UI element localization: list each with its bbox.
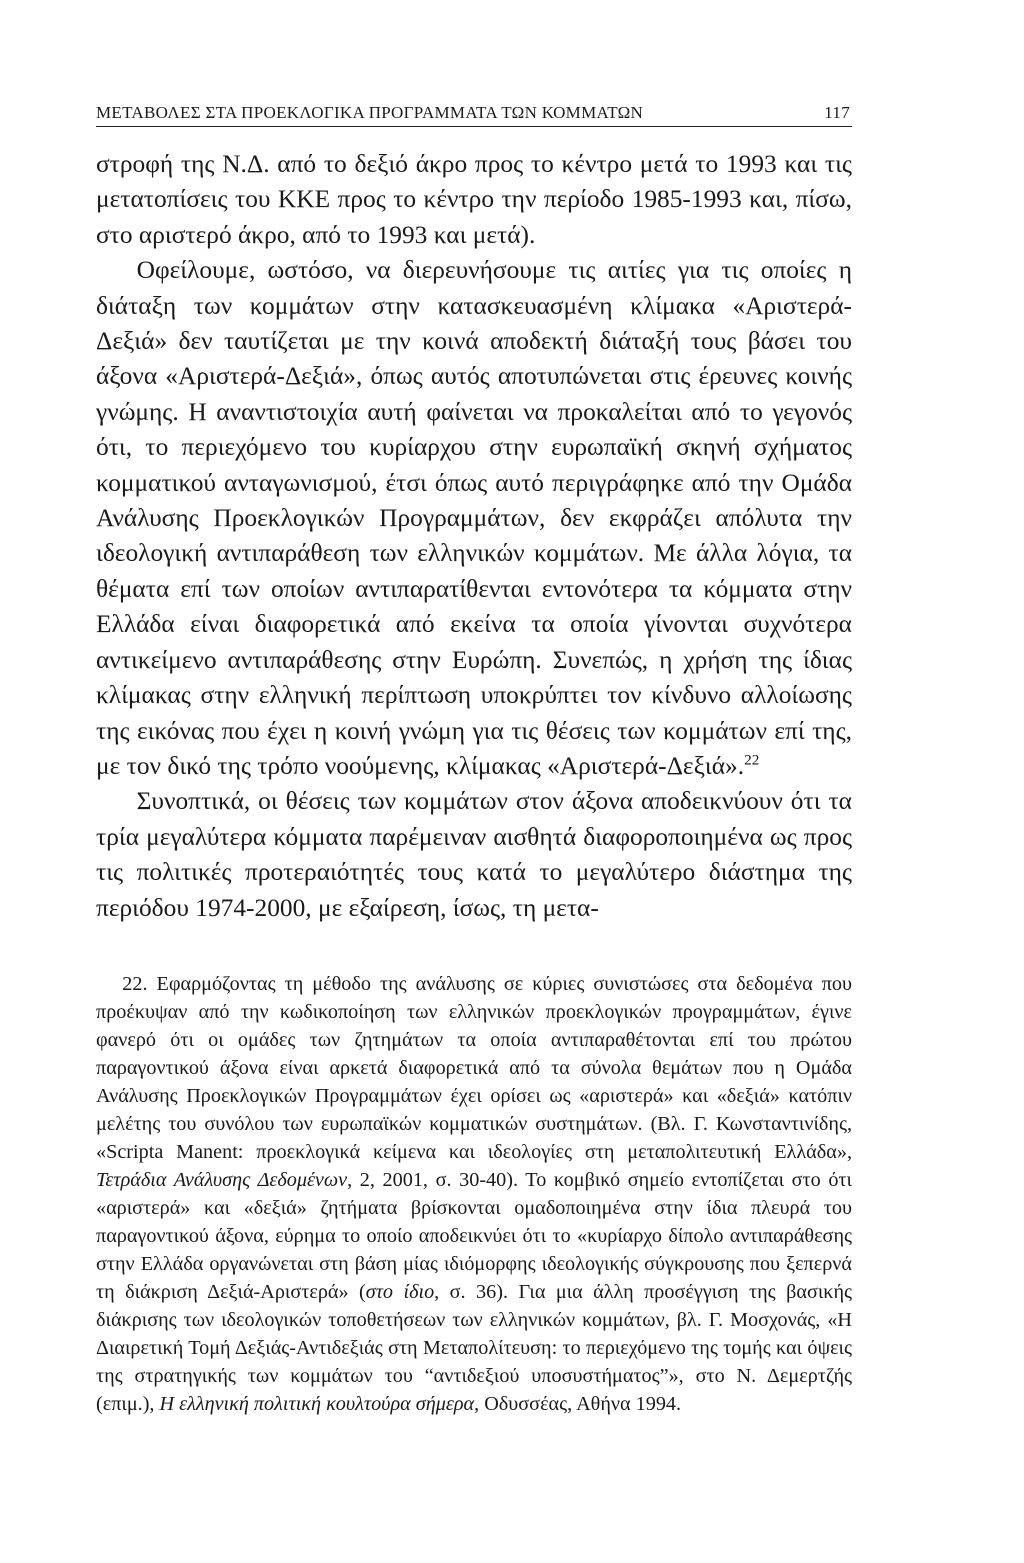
footnote-22: [96, 970, 852, 1418]
footnote-text-2: , 2, 2001, σ. 30-40). Το κομβικό σημείο εντοπίζεται στο ότι «αριστερά» και «δεξιά» ζητήματα βρίσκονται ομαδοποιημένα στην ίδια πλευρά του παραγοντικού άξονα, εύρημα το οποίο αποδεικνύει ότι το «κυρίαρχο δίπολο αντιπαράθεσης στην Ελλάδα οργανώνεται στη βάση μίας ιδιόμορφης ιδεολογικής σύγκρουσης που ξεπερνά τη διάκριση Δεξιά-Αριστερά» (: [96, 1168, 852, 1303]
paragraph-2-text: Οφείλουμε, ωστόσο, να διερευνήσουμε τις αιτίες για τις οποίες η διάταξη των κομμάτων στην κατασκευασμένη κλίμακα «Αριστερά-Δεξιά» δεν ταυτίζεται με την κοινά αποδεκτή διάταξή τους βάσει του άξονα «Αριστερά-Δεξιά», όπως αυτός αποτυπώνεται στις έρευνες κοινής γνώμης. Η αναντιστοιχία αυτή φαίνεται να προκαλείται από το γεγονός ότι, το περιεχόμενο του κυρίαρχου στην ευρωπαϊκή σκηνή σχήματος κομματικού ανταγωνισμού, έτσι όπως αυτό περιγράφηκε από την Ομάδα Ανάλυσης Προεκλογικών Προγραμμάτων, δεν εκφράζει απόλυτα την ιδεολογική αντιπαράθεση των ελληνικών κομμάτων. Με άλλα λόγια, τα θέματα επί των οποίων αντιπαρατίθενται εντονότερα τα κόμματα στην Ελλάδα είναι διαφορετικά από εκείνα τα οποία γίνονται συχνότερα αντικείμενο αντιπαράθεσης στην Ευρώπη. Συνεπώς, η χρήση της ίδιας κλίμακας στην ελληνική περίπτωση υποκρύπτει τον κίνδυνο αλλοίωσης της εικόνας που έχει η κοινή γνώμη για τις θέσεις των κομμάτων επί της, με τον δικό της τρόπο νοούμενης, κλίμακας «Αριστερά-Δεξιά».: [96, 256, 852, 780]
page-number: 117: [824, 103, 850, 122]
paragraph-1: [96, 147, 852, 253]
footnote-book-title: Η ελληνική πολιτική κουλτούρα σήμερα: [159, 1392, 475, 1415]
running-header-title: ΜΕΤΑΒΟΛΕΣ ΣΤΑ ΠΡΟΕΚΛΟΓΙΚΑ ΠΡΟΓΡΑΜΜΑΤΑ ΤΩΝ ΚΟΜΜΑΤΩΝ: [96, 103, 644, 122]
footnote-ibid: στο ίδιο: [365, 1280, 435, 1303]
footnote-journal-title: Τετράδια Ανάλυσης Δεδομένων: [96, 1168, 348, 1191]
main-text: [96, 147, 852, 926]
book-page: [96, 92, 852, 1418]
footnote-text-4: , Οδυσσέας, Αθήνα 1994.: [474, 1392, 682, 1415]
footnote-reference: 22: [744, 751, 760, 769]
running-header: [96, 92, 852, 127]
paragraph-3: [96, 784, 852, 926]
paragraph-2: [96, 253, 852, 784]
footnote-text-1: 22. Εφαρμόζοντας τη μέθοδο της ανάλυσης σε κύριες συνιστώσες στα δεδομένα που προέκυψαν από την κωδικοποίηση των ελληνικών προεκλογικών προγραμμάτων, έγινε φανερό ότι οι ομάδες των ζητημάτων τα οποία αντιπαραθέτονται επί του πρώτου παραγοντικού άξονα είναι αρκετά διαφορετικά από τα σύνολα θεμάτων που η Ομάδα Ανάλυσης Προεκλογικών Προγραμμάτων έχει ορίσει ως «αριστερά» και «δεξιά» κατόπιν μελέτης του συνόλου των ευρωπαϊκών κομματικών συστημάτων. (Βλ. Γ. Κωνσταντινίδης, «Scripta Manent: προεκλογικά κείμενα και ιδεολογίες στη μεταπολιτευτική Ελλάδα»,: [96, 972, 852, 1163]
paragraph-3-text: Συνοπτικά, οι θέσεις των κομμάτων στον άξονα αποδεικνύουν ότι τα τρία μεγαλύτερα κόμματα παρέμειναν αισθητά διαφοροποιημένα ως προς τις πολιτικές προτεραιότητές τους κατά το μεγαλύτερο διάστημα της περιόδου 1974-2000, με εξαίρεση, ίσως, τη μετα-: [96, 787, 852, 922]
footnote-text-3: , σ. 36). Για μια άλλη προσέγγιση της βασικής διάκρισης των ιδεολογικών τοποθετήσεων των ελληνικών κομμάτων, βλ. Γ. Μοσχονάς, «Η Διαιρετική Τομή Δεξιάς-Αντιδεξιάς στη Μεταπολίτευση: το περιεχόμενο της τομής και όψεις της στρατηγικής των κομμάτων του “αντιδεξιού υποσυστήματος”», στο Ν. Δεμερτζής (επιμ.),: [96, 1280, 852, 1415]
paragraph-1-text: στροφή της Ν.Δ. από το δεξιό άκρο προς το κέντρο μετά το 1993 και τις μετατοπίσεις του ΚΚΕ προς το κέντρο την περίοδο 1985-1993 και, πίσω, στο αριστερό άκρο, από το 1993 και μετά).: [96, 150, 852, 249]
